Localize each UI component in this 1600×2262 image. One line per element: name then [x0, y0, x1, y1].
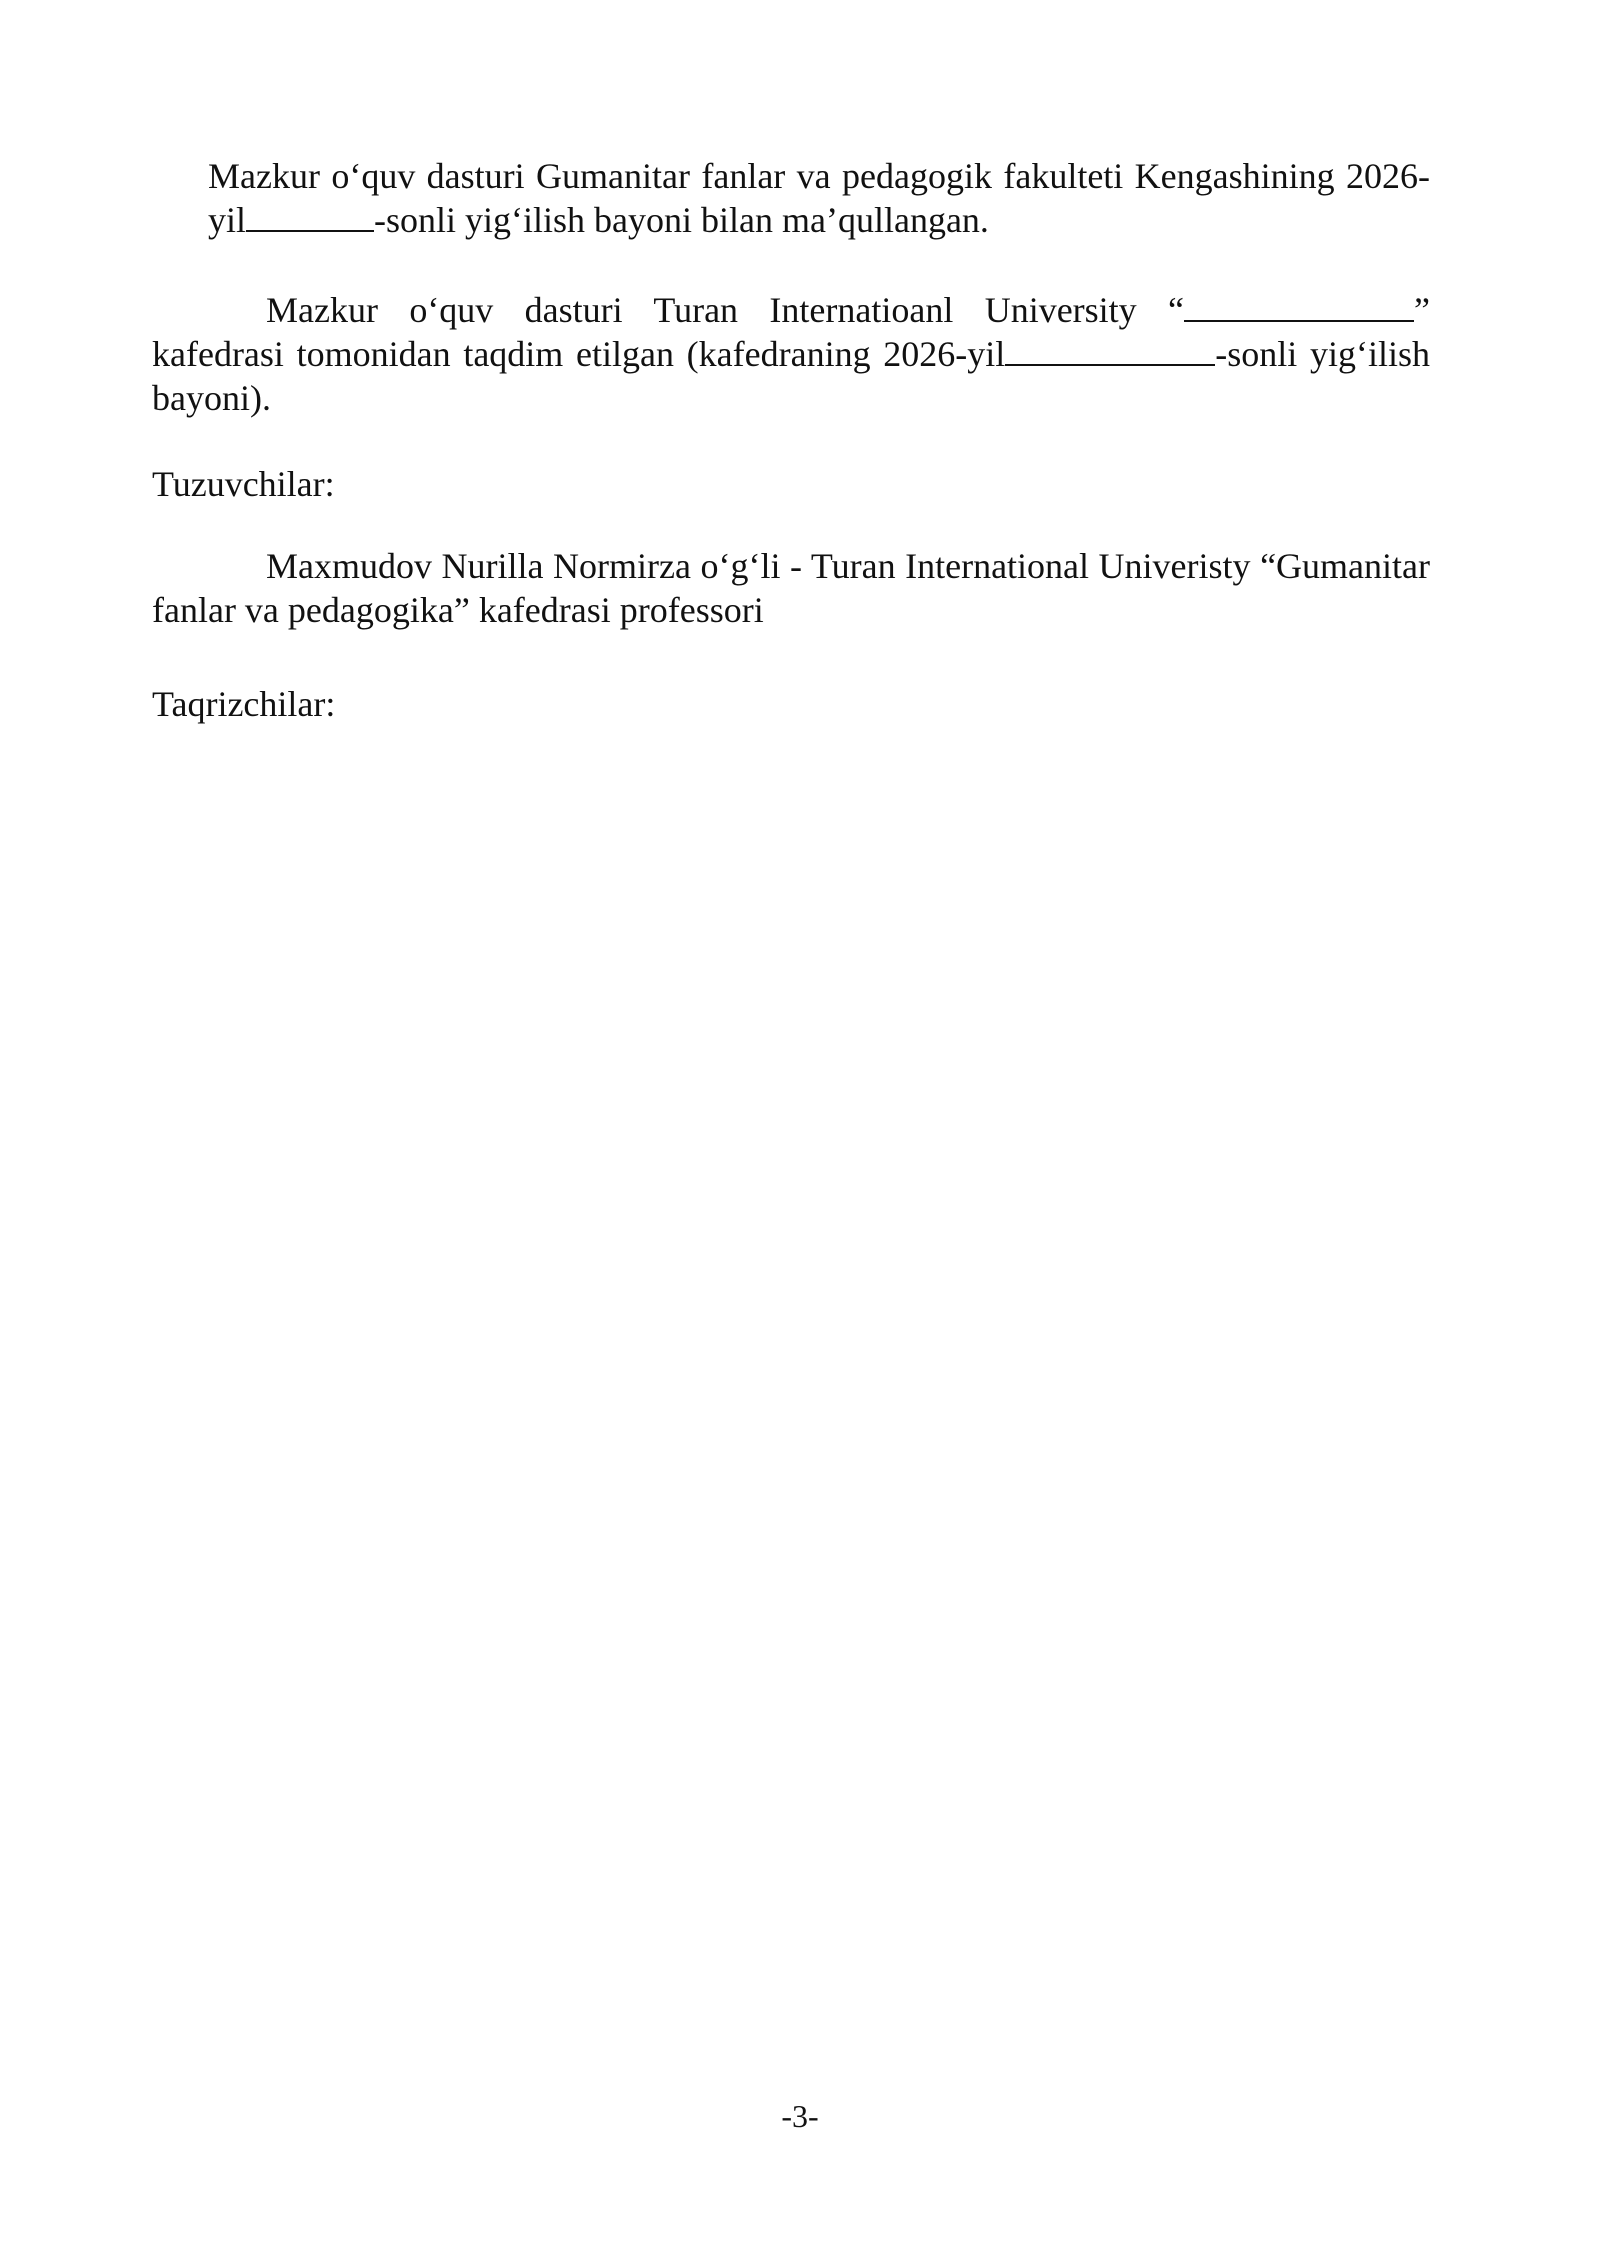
authors-heading: Tuzuvchilar:	[152, 464, 335, 504]
approval-text-end: -sonli yig‘ilish bayoni bilan ma’qullangan.	[374, 200, 989, 240]
department-meeting-number-blank	[1005, 334, 1215, 366]
presentation-paragraph	[152, 288, 1430, 420]
page-number: -3-	[781, 2098, 819, 2134]
presentation-text-end: -sonli yig‘ilish bayoni).	[152, 334, 1430, 418]
department-name-blank	[1184, 290, 1414, 322]
author-entry: Maxmudov Nurilla Normirza o‘g‘li - Turan International Univeristy “Gumanitar fanlar va pedagogika” kafedrasi professori	[152, 546, 1430, 630]
reviewers-heading: Taqrizchilar:	[152, 684, 336, 724]
approval-text-start: Mazkur o‘quv dasturi Gumanitar fanlar va pedagogik fakulteti Kengashining 2026-yil	[208, 156, 1430, 240]
presentation-text-middle: ” kafedrasi tomonidan taqdim etilgan (kafedraning 2026-yil	[152, 290, 1430, 374]
meeting-number-blank	[246, 200, 374, 232]
approval-paragraph	[208, 154, 1430, 242]
presentation-text-start: Mazkur o‘quv dasturi Turan Internatioanl University “	[266, 290, 1185, 330]
